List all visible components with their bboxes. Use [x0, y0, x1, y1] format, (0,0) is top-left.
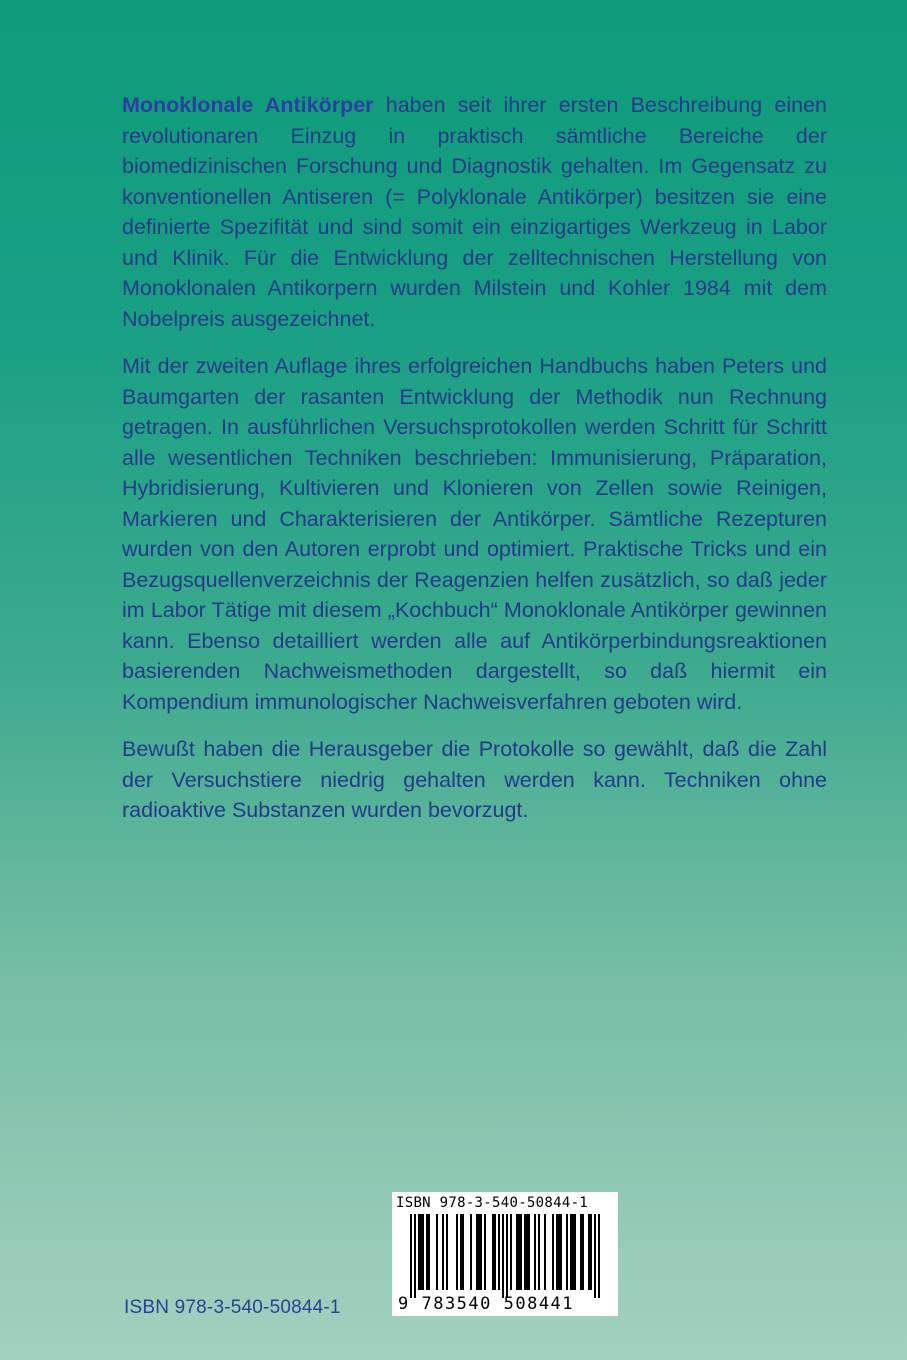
barcode-bar	[582, 1214, 584, 1290]
barcode-bar	[494, 1214, 496, 1290]
barcode-bar	[410, 1214, 412, 1298]
barcode-bar	[502, 1214, 504, 1298]
barcode-bar	[420, 1214, 422, 1290]
barcode-bar	[594, 1214, 596, 1298]
barcode-bar	[462, 1214, 464, 1290]
barcode-isbn-text: ISBN 978-3-540-50844-1	[396, 1195, 589, 1211]
barcode-bar	[442, 1214, 444, 1290]
blurb-paragraph-3: Bewußt haben die Herausgeber die Protokolle so gewählt, daß die Zahl der Versuchstiere niedrig gehalten werden kann. Techniken ohne radioaktive Substanzen wurden bevorzugt.	[122, 737, 827, 822]
isbn-label: ISBN 978-3-540-50844-1	[124, 1297, 341, 1318]
barcode-bar	[560, 1214, 562, 1290]
barcode-bar	[414, 1214, 416, 1298]
barcode-bar	[478, 1214, 480, 1290]
blurb-paragraph-1	[122, 90, 827, 334]
barcode-bar	[570, 1214, 572, 1290]
barcode-bar	[426, 1214, 428, 1290]
barcode-bar	[590, 1214, 592, 1290]
barcode-bar	[558, 1214, 560, 1290]
blurb-lead-title: Monoklonale Antikörper	[122, 93, 374, 117]
barcode-bar	[574, 1214, 576, 1290]
barcode-bar	[534, 1214, 536, 1290]
barcode-bar	[422, 1214, 424, 1290]
barcode-bar	[572, 1214, 574, 1290]
blurb-paragraph-1-text: haben seit ihrer ersten Beschreibung einen revolutionaren Einzug in praktisch sämtliche Bereiche der biomedizinischen Forschung und Diagnostik gehalten. Im Gegensatz zu konventionellen Antiseren (= Polyklonale Antikörper) besitzen sie eine definierte Spezifität und sind somit ein einzigartiges Werkzeug in Labor und Klinik. Für die Entwicklung der zelltechnischen Herstellung von Monoklonalen Antikorpern wurden Milstein und Kohler 1984 mit dem Nobelpreis ausgezeichnet.	[122, 93, 827, 331]
barcode-bar	[506, 1214, 508, 1298]
barcode-bar	[456, 1214, 458, 1290]
barcode-bar	[480, 1214, 482, 1290]
barcode-bar	[598, 1214, 600, 1298]
barcode-bar	[436, 1214, 438, 1290]
barcode-bar	[588, 1214, 590, 1290]
barcode-digits: 9 783540 508441	[398, 1294, 575, 1314]
isbn-barcode	[392, 1192, 618, 1316]
barcode-bar	[528, 1214, 530, 1290]
barcode-bar	[460, 1214, 462, 1290]
barcode-bar	[510, 1214, 512, 1290]
barcode-bar	[524, 1214, 526, 1290]
barcode-bar	[538, 1214, 540, 1290]
blurb-paragraph-2: Mit der zweiten Auflage ihres erfolgreichen Handbuchs haben Peters und Baumgarten der rasanten Entwicklung der Methodik nun Rechnung getragen. In ausführlichen Versuchsprotokollen werden Schritt für Schritt alle wesentlichen Techniken beschrieben: Immunisierung, Präparation, Hybridisierung, Kultivieren und Klonieren von Zellen sowie Reinigen, Markieren und Charakterisieren der Antikörper. Sämtliche Rezepturen wurden von den Autoren erprobt und optimiert. Praktische Tricks und ein Bezugsquellenverzeichnis der Reagenzien helfen zusätzlich, so daß jeder im Labor Tätige mit diesem „Kochbuch“ Monoklonale Antikörper gewinnen kann. Ebenso detailliert werden alle auf Antikörperbindungsreaktionen basierenden Nachweismethoden dargestellt, so daß hiermit ein Kompendium immunologischer Nachweisverfahren geboten wird.	[122, 354, 827, 714]
barcode-bar	[470, 1214, 472, 1290]
barcode-bar	[520, 1214, 522, 1290]
barcode-bar	[498, 1214, 500, 1290]
barcode-bar	[428, 1214, 430, 1290]
barcode-bar	[418, 1214, 420, 1290]
barcode-bar	[566, 1214, 568, 1290]
barcode-bar	[580, 1214, 582, 1290]
barcode-bar	[552, 1214, 554, 1290]
barcode-bar	[492, 1214, 494, 1290]
barcode-bar	[518, 1214, 520, 1290]
barcode-bar	[544, 1214, 546, 1290]
barcode-bar	[556, 1214, 558, 1290]
barcode-bar	[446, 1214, 448, 1290]
back-cover-blurb	[122, 90, 827, 843]
barcode-bar	[516, 1214, 518, 1290]
barcode-bar	[526, 1214, 528, 1290]
barcode-bar	[484, 1214, 486, 1290]
barcode-bar	[476, 1214, 478, 1290]
